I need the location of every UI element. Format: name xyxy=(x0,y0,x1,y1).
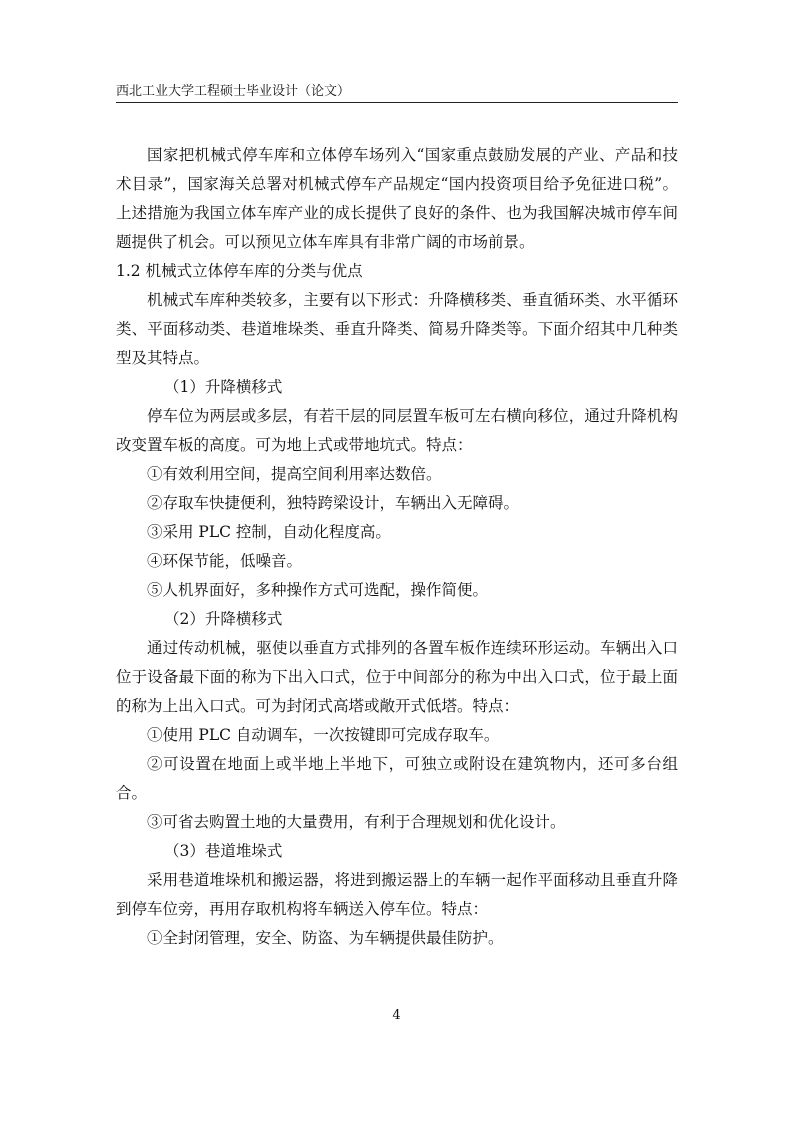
list-item: ②存取车快捷便利，独特跨梁设计，车辆出入无障碍。 xyxy=(147,494,520,512)
header-rule xyxy=(116,102,678,103)
body-text xyxy=(116,141,678,953)
list-item: ⑤人机界面好，多种操作方式可选配，操作简便。 xyxy=(147,581,489,599)
paragraph-type3: 采用巷道堆垛机和搬运器，将进到搬运器上的车辆一起作平面移动且垂直升降到停车位旁，再用存取机构将车辆送入停车位。特点： xyxy=(116,871,678,918)
paragraph-policy: 国家把机械式停车库和立体停车场列入“国家重点鼓励发展的产业、产品和技术目录”，国家海关总署对机械式停车产品规定“国内投资项目给予免征进口税”。上述措施为我国立体车库产业的成长提供了良好的条件、也为我国解决城市停车间题提供了机会。可以预见立体车库具有非常广阔的市场前景。 xyxy=(116,146,678,251)
list-item: ①使用 PLC 自动调车，一次按键即可完成存取车。 xyxy=(147,726,500,744)
subheading-2: （2）升降横移式 xyxy=(164,610,283,628)
list-item: ①有效利用空间，提高空间利用率达数倍。 xyxy=(147,465,442,483)
page-number: 4 xyxy=(392,1008,401,1023)
paragraph-type1: 停车位为两层或多层，有若干层的同层置车板可左右横向移位，通过升降机构改变置车板的高度。可为地上式或带地坑式。特点： xyxy=(116,407,678,454)
subheading-3: （3）巷道堆垛式 xyxy=(164,842,283,860)
section-heading-1-2: 1.2 机械式立体停车库的分类与优点 xyxy=(116,262,363,280)
list-item: ③采用 PLC 控制，自动化程度高。 xyxy=(147,523,391,541)
list-item: ②可设置在地面上或半地上半地下，可独立或附设在建筑物内，还可多台组合。 xyxy=(116,755,678,802)
running-header: 西北工业大学工程硕士毕业设计（论文） xyxy=(116,84,351,99)
list-item: ①全封闭管理，安全、防盗、为车辆提供最佳防护。 xyxy=(147,929,504,947)
paragraph-types: 机械式车库种类较多，主要有以下形式：升降横移类、垂直循环类、水平循环类、平面移动类、巷道堆垛类、垂直升降类、简易升降类等。下面介绍其中几种类型及其特点。 xyxy=(116,291,678,367)
list-item: ③可省去购置土地的大量费用，有利于合理规划和优化设计。 xyxy=(147,813,566,831)
paragraph-type2: 通过传动机械，驱使以垂直方式排列的各置车板作连续环形运动。车辆出入口位于设备最下面的称为下出入口式，位于中间部分的称为中出入口式，位于最上面的称为上出入口式。可为封闭式高塔或敞开式低塔。特点： xyxy=(116,639,678,715)
list-item: ④环保节能，低噪音。 xyxy=(147,552,303,570)
subheading-1: （1）升降横移式 xyxy=(164,378,283,396)
